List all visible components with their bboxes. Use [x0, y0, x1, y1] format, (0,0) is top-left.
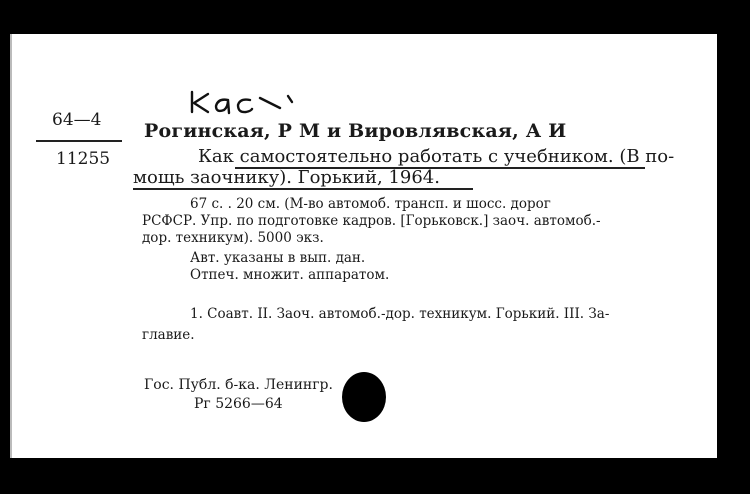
- classmark-divider: [36, 140, 122, 142]
- edition-line: дор. техникум). 5000 экз.: [142, 230, 324, 246]
- title-underline-2: [133, 188, 473, 190]
- title-line-1: Как самостоятельно работать с учебником. (В по-: [198, 146, 675, 167]
- catalog-card: [10, 34, 717, 458]
- note-printing: Отпеч. множит. аппаратом.: [190, 267, 390, 283]
- handwritten-note: [188, 86, 308, 122]
- title-line-2: мощь заочнику). Горький, 1964.: [133, 167, 440, 188]
- author-heading: Рогинская, Р М и Вировлявская, А И: [144, 120, 567, 142]
- scan-edge: [10, 34, 12, 458]
- note-authors: Авт. указаны в вып. дан.: [190, 250, 366, 266]
- tracings-line-2: главие.: [142, 327, 195, 343]
- library-name: Гос. Публ. б-ка. Ленингр.: [144, 377, 333, 393]
- tracings-line-1: 1. Соавт. II. Заоч. автомоб.-дор. техникум. Горький. III. За-: [190, 306, 610, 322]
- series-line: РСФСР. Упр. по подготовке кадров. [Горьковск.] заоч. автомоб.-: [142, 213, 601, 229]
- call-number: 11255: [56, 149, 111, 169]
- collation-line: 67 с. . 20 см. (М-во автомоб. трансп. и шосс. дорог: [190, 196, 551, 212]
- ink-stamp: [342, 372, 386, 422]
- library-accession-number: Рг 5266—64: [194, 396, 283, 412]
- classmark: 64—4: [52, 110, 102, 130]
